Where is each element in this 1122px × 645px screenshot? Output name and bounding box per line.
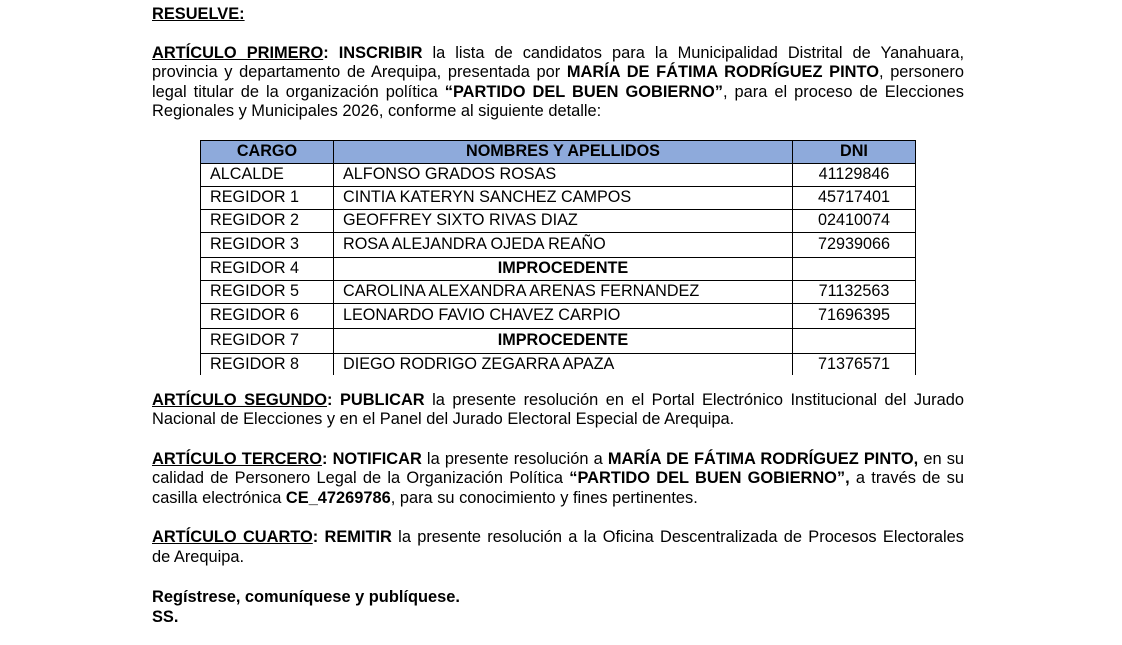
closing-line: Regístrese, comuníquese y publíquese. <box>152 588 460 606</box>
article-primero-colon: : <box>323 43 329 62</box>
column-header-dni: DNI <box>793 140 916 163</box>
cell-nombre: ROSA ALEJANDRA OJEDA REAÑO <box>334 232 793 257</box>
party-name: “PARTIDO DEL BUEN GOBIERNO”, <box>569 469 850 487</box>
article-primero-text-1: la lista de candidatos para la Municipalidad Distrital de Yanahuara, provincia y departamento de Arequipa, presentada por <box>152 43 964 81</box>
article-cuarto <box>152 528 964 567</box>
cell-cargo: REGIDOR 5 <box>201 280 334 303</box>
table-row <box>201 257 916 280</box>
article-segundo-text: la presente resolución en el Portal Electrónico Institucional del Jurado Nacional de Elecciones y en el Panel del Jurado Electoral Especial de Arequipa. <box>152 390 964 428</box>
article-tercero-text-3: a través de su casilla electrónica <box>152 469 964 507</box>
cell-dni <box>793 328 916 353</box>
article-primero-text-3: , para el proceso de Elecciones Regionales y Municipales 2026, conforme al siguiente detalle: <box>152 82 964 120</box>
table-row <box>201 209 916 232</box>
article-primero-verb: INSCRIBIR <box>338 43 423 62</box>
cell-nombre-improcedente: IMPROCEDENTE <box>334 328 793 353</box>
table-row <box>201 353 916 375</box>
resolution-document <box>152 5 964 627</box>
cell-cargo: REGIDOR 1 <box>201 186 334 209</box>
cell-cargo: REGIDOR 6 <box>201 303 334 328</box>
cell-cargo: REGIDOR 3 <box>201 232 334 257</box>
column-header-cargo: CARGO <box>201 140 334 163</box>
article-cuarto-text: la presente resolución a la Oficina Descentralizada de Procesos Electorales de Arequipa. <box>152 528 964 566</box>
article-segundo-verb: PUBLICAR <box>339 390 425 409</box>
article-tercero-label: ARTÍCULO TERCERO <box>152 449 322 468</box>
article-tercero-text-4: , para su conocimiento y fines pertinentes. <box>390 488 698 507</box>
article-segundo-colon: : <box>327 390 333 409</box>
article-tercero-colon: : <box>321 449 328 468</box>
article-primero <box>152 44 964 122</box>
column-header-nombres: NOMBRES Y APELLIDOS <box>334 140 793 163</box>
cell-nombre: DIEGO RODRIGO ZEGARRA APAZA <box>334 353 793 375</box>
cell-cargo: REGIDOR 2 <box>201 209 334 232</box>
table-row <box>201 328 916 353</box>
personero-name: MARÍA DE FÁTIMA RODRÍGUEZ PINTO <box>566 63 879 81</box>
cell-dni: 72939066 <box>793 232 916 257</box>
resuelve-heading <box>152 5 964 25</box>
article-cuarto-colon: : <box>312 528 319 546</box>
cell-cargo: ALCALDE <box>201 163 334 186</box>
table-row <box>201 163 916 186</box>
candidates-table <box>200 140 916 375</box>
cell-cargo: REGIDOR 7 <box>201 328 334 353</box>
cell-dni: 41129846 <box>793 163 916 186</box>
table-row <box>201 280 916 303</box>
table-header-row <box>201 140 916 163</box>
cell-dni: 71696395 <box>793 303 916 328</box>
table-row <box>201 186 916 209</box>
article-tercero-text-2: en su calidad de Personero Legal de la Organización Política <box>152 449 965 487</box>
cell-cargo: REGIDOR 4 <box>201 257 334 280</box>
signature-ss: SS. <box>152 608 179 626</box>
article-tercero-text-1: la presente resolución a <box>421 449 608 468</box>
cell-nombre: CINTIA KATERYN SANCHEZ CAMPOS <box>334 186 793 209</box>
article-primero-text-2: , personero legal titular de la organización política <box>152 63 964 101</box>
cell-nombre: LEONARDO FAVIO CHAVEZ CARPIO <box>334 303 793 328</box>
cell-nombre-improcedente: IMPROCEDENTE <box>334 257 793 280</box>
cell-dni: 02410074 <box>793 209 916 232</box>
closing-formula <box>152 587 964 627</box>
article-tercero <box>152 450 964 509</box>
cell-dni: 71376571 <box>793 353 916 375</box>
cell-dni: 71132563 <box>793 280 916 303</box>
article-primero-label: ARTÍCULO PRIMERO <box>152 43 324 62</box>
cell-nombre: ALFONSO GRADOS ROSAS <box>334 163 793 186</box>
article-segundo <box>152 391 964 430</box>
cell-cargo: REGIDOR 8 <box>201 353 334 375</box>
article-tercero-verb: NOTIFICAR <box>332 449 422 468</box>
cell-dni <box>793 257 916 280</box>
article-segundo-label: ARTÍCULO SEGUNDO <box>152 390 328 409</box>
casilla-electronica: CE_47269786 <box>285 488 391 507</box>
personero-name: MARÍA DE FÁTIMA RODRÍGUEZ PINTO, <box>607 449 919 468</box>
resuelve-label: RESUELVE: <box>152 5 245 23</box>
cell-nombre: GEOFFREY SIXTO RIVAS DIAZ <box>334 209 793 232</box>
table-row <box>201 303 916 328</box>
article-cuarto-verb: REMITIR <box>324 528 392 546</box>
party-name: “PARTIDO DEL BUEN GOBIERNO” <box>444 82 723 101</box>
article-cuarto-label: ARTÍCULO CUARTO <box>152 528 313 546</box>
table-row <box>201 232 916 257</box>
cell-nombre: CAROLINA ALEXANDRA ARENAS FERNANDEZ <box>334 280 793 303</box>
cell-dni: 45717401 <box>793 186 916 209</box>
